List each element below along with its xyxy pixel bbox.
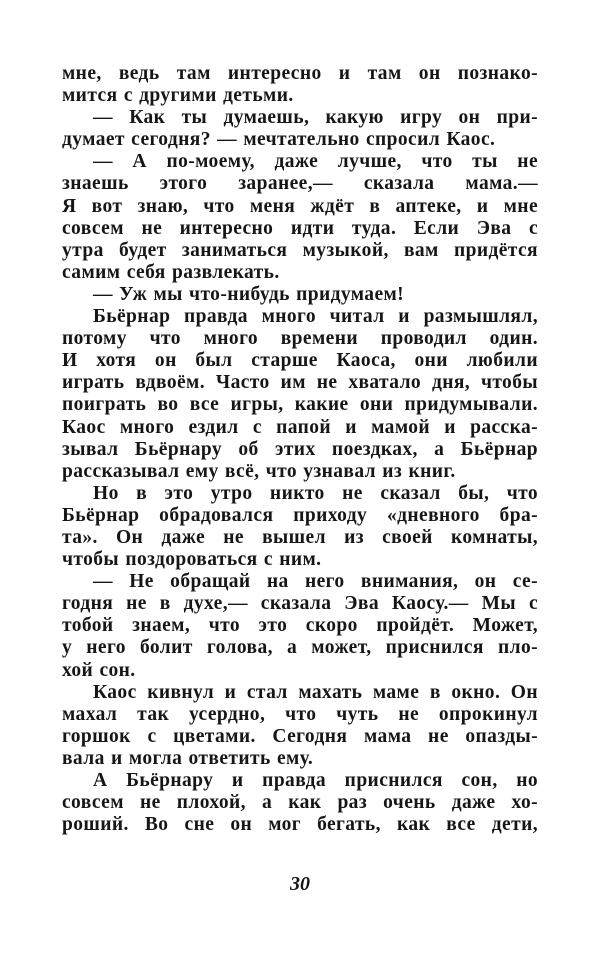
text-line: совсем не плохой, а как раз очень даже хо- <box>62 792 538 814</box>
text-line: Бьёрнар правда много читал и размышлял, <box>93 306 538 328</box>
text-line: рассказывал ему всё, что узнавал из книг. <box>62 460 456 482</box>
text-line: поиграть во все игры, какие они придумывали. <box>62 394 538 416</box>
text-line: — Как ты думаешь, какую игру он при- <box>93 107 538 129</box>
text-line: зывал Бьёрнару об этих поездках, а Бьёрнар <box>62 438 538 460</box>
text-line: махал так усердно, что чуть не опрокинул <box>62 703 538 725</box>
text-line: — Уж мы что-нибудь придумаем! <box>93 283 405 305</box>
text-line: Каос много ездил с папой и мамой и расска- <box>62 416 538 438</box>
text-line: горшок с цветами. Сегодня мама не опазды- <box>62 725 538 747</box>
text-line: вала и могла ответить ему. <box>62 747 314 769</box>
text-line: утра будет заниматься музыкой, вам придётся <box>62 239 538 261</box>
text-line: Каос кивнул и стал махать маме в окно. Он <box>93 681 538 703</box>
text-line: играть вдвоём. Часто им не хватало дня, чтобы <box>62 372 538 394</box>
text-line: тобой знаем, что это скоро пройдёт. Может, <box>62 615 538 637</box>
text-line: знаешь этого заранее,— сказала мама.— <box>62 173 538 195</box>
text-line: Я вот знаю, что меня ждёт в аптеке, и мне <box>62 195 538 217</box>
text-line: Но в это утро никто не сказал бы, что <box>93 482 538 504</box>
text-line: самим себя развлекать. <box>62 261 280 283</box>
book-page-text <box>62 63 538 836</box>
text-line: — Не обращай на него внимания, он се- <box>93 571 538 593</box>
text-line: роший. Во сне он мог бегать, как все дети, <box>62 814 538 836</box>
text-line: годня не в духе,— сказала Эва Каосу.— Мы с <box>62 593 538 615</box>
text-line: чтобы поздороваться с ним. <box>62 549 322 571</box>
text-line: совсем не интересно идти туда. Если Эва с <box>62 217 538 239</box>
text-line: потому что много времени проводил один. <box>62 328 538 350</box>
text-line: хой сон. <box>62 659 136 681</box>
text-line: у него болит голова, а может, приснился пло- <box>62 637 538 659</box>
text-line: мне, ведь там интересно и там он познако- <box>62 63 538 84</box>
text-line: — А по-моему, даже лучше, что ты не <box>93 151 538 173</box>
page-number: 30 <box>290 873 310 895</box>
text-line: Бьёрнар обрадовался приходу «дневного бра- <box>62 504 538 526</box>
text-line: та». Он даже не вышел из своей комнаты, <box>62 526 538 548</box>
text-line: мится с другими детьми. <box>62 85 294 107</box>
text-line: А Бьёрнару и правда приснился сон, но <box>93 770 538 791</box>
text-line: И хотя он был старше Каоса, они любили <box>62 350 538 372</box>
text-line: думает сегодня? — мечтательно спросил Каос. <box>62 129 496 151</box>
